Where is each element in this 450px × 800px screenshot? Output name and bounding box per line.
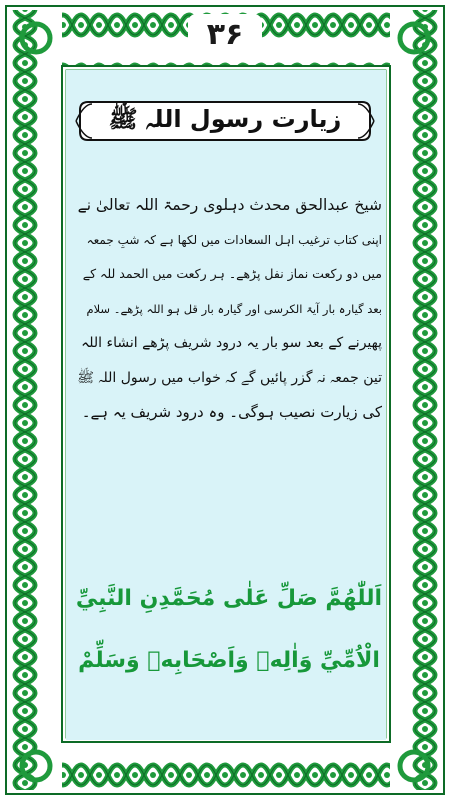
- page-number: ۳۶: [206, 17, 244, 52]
- body-line: کی زیارت نصیب ہوگی۔ وہ درود شریف یہ ہے۔: [81, 403, 382, 421]
- body-line: شیخ عبدالحق محدث دہلوی رحمۃ اللہ تعالیٰ نے: [77, 196, 382, 214]
- title-banner: [74, 96, 376, 146]
- body-paragraph: [76, 188, 382, 430]
- page-title: زیارت رسول اللہ ﷺ: [108, 104, 342, 133]
- durood-line: اَللّٰهُمَّ صَلِّ عَلٰى مُحَمَّدِنِ النَّبِيِّ: [75, 586, 382, 611]
- body-line: پھیرنے کے بعد سو بار یہ درود شریف پڑھے انشاء اللہ: [81, 335, 382, 351]
- body-line: میں دو رکعت نماز نفل پڑھے۔ ہر رکعت میں الحمد للہ کے: [82, 266, 382, 281]
- durood-text: [76, 568, 382, 692]
- body-line: تین جمعہ نہ گزر پائیں گے کہ خواب میں رسول اللہ ﷺ: [77, 369, 382, 386]
- body-line: بعد گیارہ بار آیۃ الکرسی اور گیارہ بار قل ہو اللہ پڑھے۔ سلام: [86, 301, 382, 316]
- durood-line: الْاُمِّيِّ وَاٰلِهٖ وَاَصْحَابِهٖ وَسَلِّمْ: [78, 648, 380, 673]
- body-line: اپنی کتاب ترغیب اہل السعادات میں لکھا ہے کہ شبِ جمعہ: [86, 232, 382, 247]
